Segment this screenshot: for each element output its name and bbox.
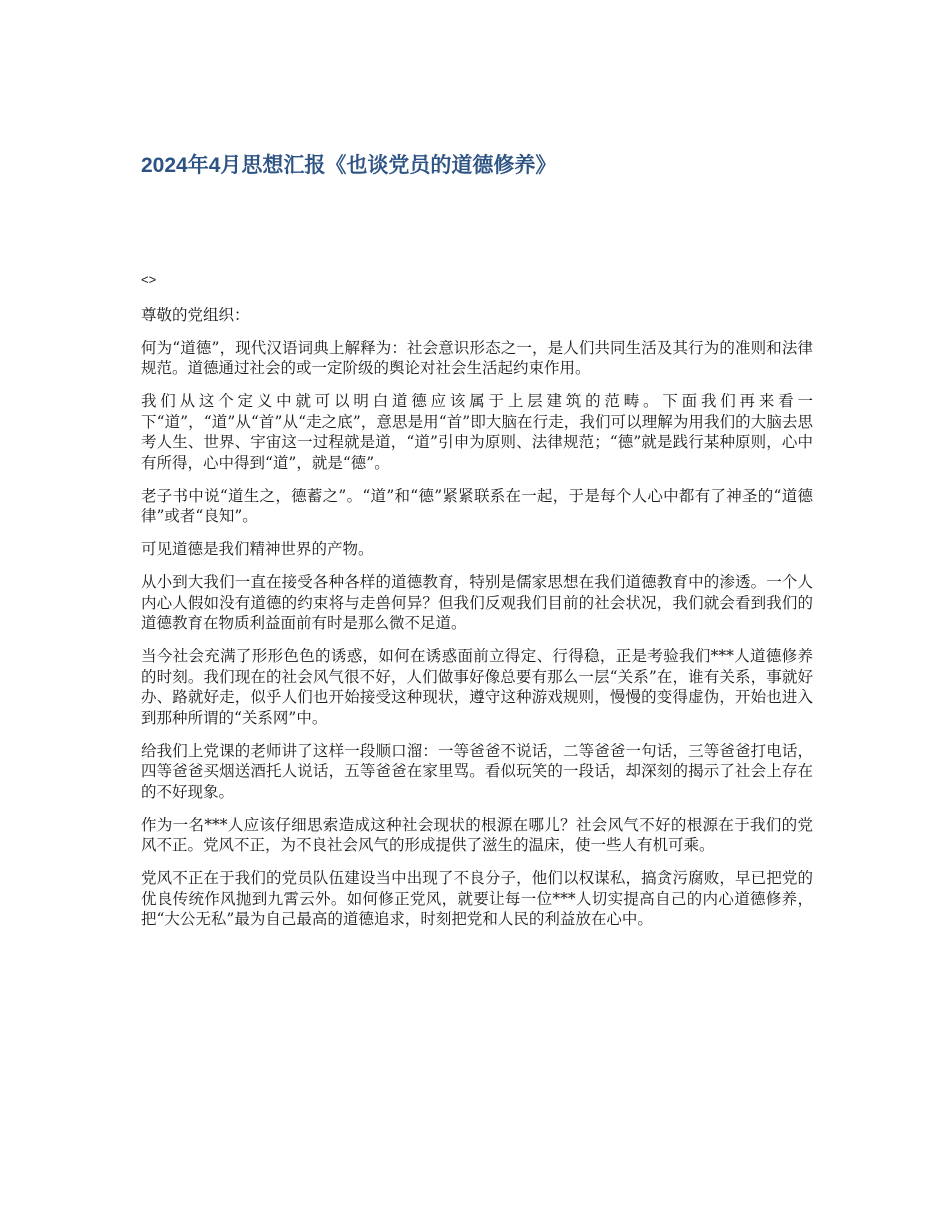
paragraph: 作为一名***人应该仔细思索造成这种社会现状的根源在哪儿？社会风气不好的根源在于我们的党风不正。党风不正，为不良社会风气的形成提供了滋生的温床，使一些人有机可乘。 [141,815,813,854]
empty-link-marker: <> [141,272,157,287]
paragraph: 从小到大我们一直在接受各种各样的道德教育，特别是儒家思想在我们道德教育中的渗透。一个人内心人假如没有道德的约束将与走兽何异？但我们反观我们目前的社会状况，我们就会看到我们的道德教育在物质利益面前有时是那么微不足道。 [141,573,813,632]
document-body [141,270,813,942]
paragraph: 当今社会充满了形形色色的诱惑，如何在诱惑面前立得定、行得稳，正是考验我们***人道德修养的时刻。我们现在的社会风气很不好，人们做事好像总要有那么一层“关系”在，谁有关系，事就好办、路就好走，似乎人们也开始接受这种现状，遵守这种游戏规则，慢慢的变得虚伪，开始也进入到那种所谓的“关系网”中。 [141,647,813,727]
paragraph: 党风不正在于我们的党员队伍建设当中出现了不良分子，他们以权谋私，搞贪污腐败，早已把党的优良传统作风抛到九霄云外。如何修正党风，就要让每一位***人切实提高自己的内心道德修养，把“大公无私”最为自己最高的道德追求，时刻把党和人民的利益放在心中。 [141,869,813,928]
paragraph: 给我们上党课的老师讲了这样一段顺口溜：一等爸爸不说话，二等爸爸一句话，三等爸爸打电话，四等爸爸买烟送酒托人说话，五等爸爸在家里骂。看似玩笑的一段话，却深刻的揭示了社会上存在的不好现象。 [141,741,813,801]
paragraph: 老子书中说“道生之，德蓄之”。“道”和“德”紧紧联系在一起，于是每个人心中都有了神圣的“道德律”或者“良知”。 [141,486,813,525]
paragraph: 我们从这个定义中就可以明白道德应该属于上层建筑的范畴。下面我们再来看一下“道”，“道”从“首”从“走之底”，意思是用“首”即大脑在行走，我们可以理解为用我们的大脑去思考人生、世界、宇宙这一过程就是道，“道”引申为原则、法律规范；“德”就是践行某种原则，心中有所得，心中得到“道”，就是“德”。 [141,392,813,472]
salutation: 尊敬的党组织： [141,305,250,324]
paragraph: 可见道德是我们精神世界的产物。 [141,540,374,558]
paragraph: 何为“道德”，现代汉语词典上解释为：社会意识形态之一，是人们共同生活及其行为的准则和法律规范。道德通过社会的或一定阶级的舆论对社会生活起约束作用。 [141,338,813,377]
document-title: 2024年4月思想汇报《也谈党员的道德修养》 [141,154,557,177]
